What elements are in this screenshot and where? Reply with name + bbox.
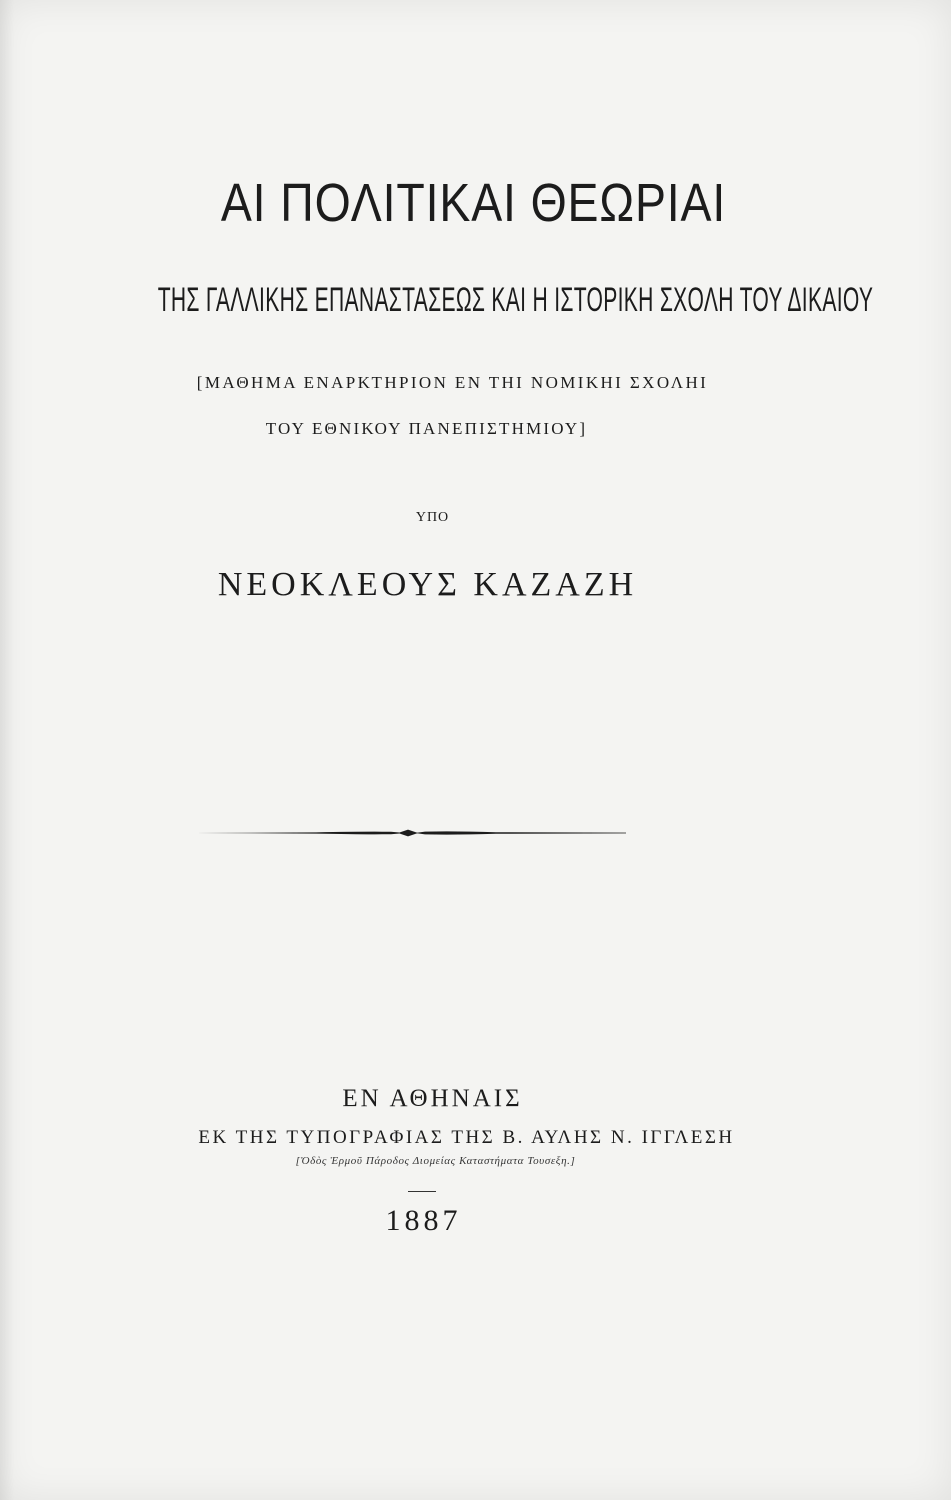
imprint-press: ΕΚ ΤΗΣ ΤΥΠΟΓΡΑΦΙΑΣ ΤΗΣ Β. ΑΥΛΗΣ Ν. ΙΓΓΛΕΣΗ — [198, 1127, 735, 1148]
book-subtitle: ΤΗΣ ΓΑΛΛΙΚΗΣ ΕΠΑΝΑΣΤΑΣΕΩΣ ΚΑΙ Η ΙΣΤΟΡΙΚΗ ΣΧΟΛΗ ΤΟΥ ΔΙΚΑΙΟΥ — [157, 281, 874, 319]
imprint-address: [Ὁδὸς Ἑρμοῦ Πάροδος Διομείας Καταστήματα Τουσεξη.] — [295, 1155, 576, 1167]
lecture-note-line-2: ΤΟΥ ΕΘΝΙΚΟΥ ΠΑΝΕΠΙΣΤΗΜΙΟΥ] — [265, 419, 588, 438]
book-title: ΑΙ ΠΟΛΙΤΙΚΑΙ ΘΕΩΡΙΑΙ — [220, 173, 727, 233]
imprint-year: 1887 — [385, 1204, 462, 1237]
imprint-place: ΕΝ ΑΘΗΝΑΙΣ — [342, 1085, 523, 1112]
ornamental-divider — [196, 823, 626, 843]
by-label: ΥΠΟ — [415, 510, 450, 525]
author-name: ΝΕΟΚΛΕΟΥΣ ΚΑΖΑΖΗ — [217, 566, 638, 603]
lecture-note-line-1: [ΜΑΘΗΜΑ ΕΝΑΡΚΤΗΡΙΟΝ ΕΝ ΤΗΙ ΝΟΜΙΚΗΙ ΣΧΟΛΗΙ — [196, 373, 709, 392]
short-divider — [408, 1191, 436, 1192]
